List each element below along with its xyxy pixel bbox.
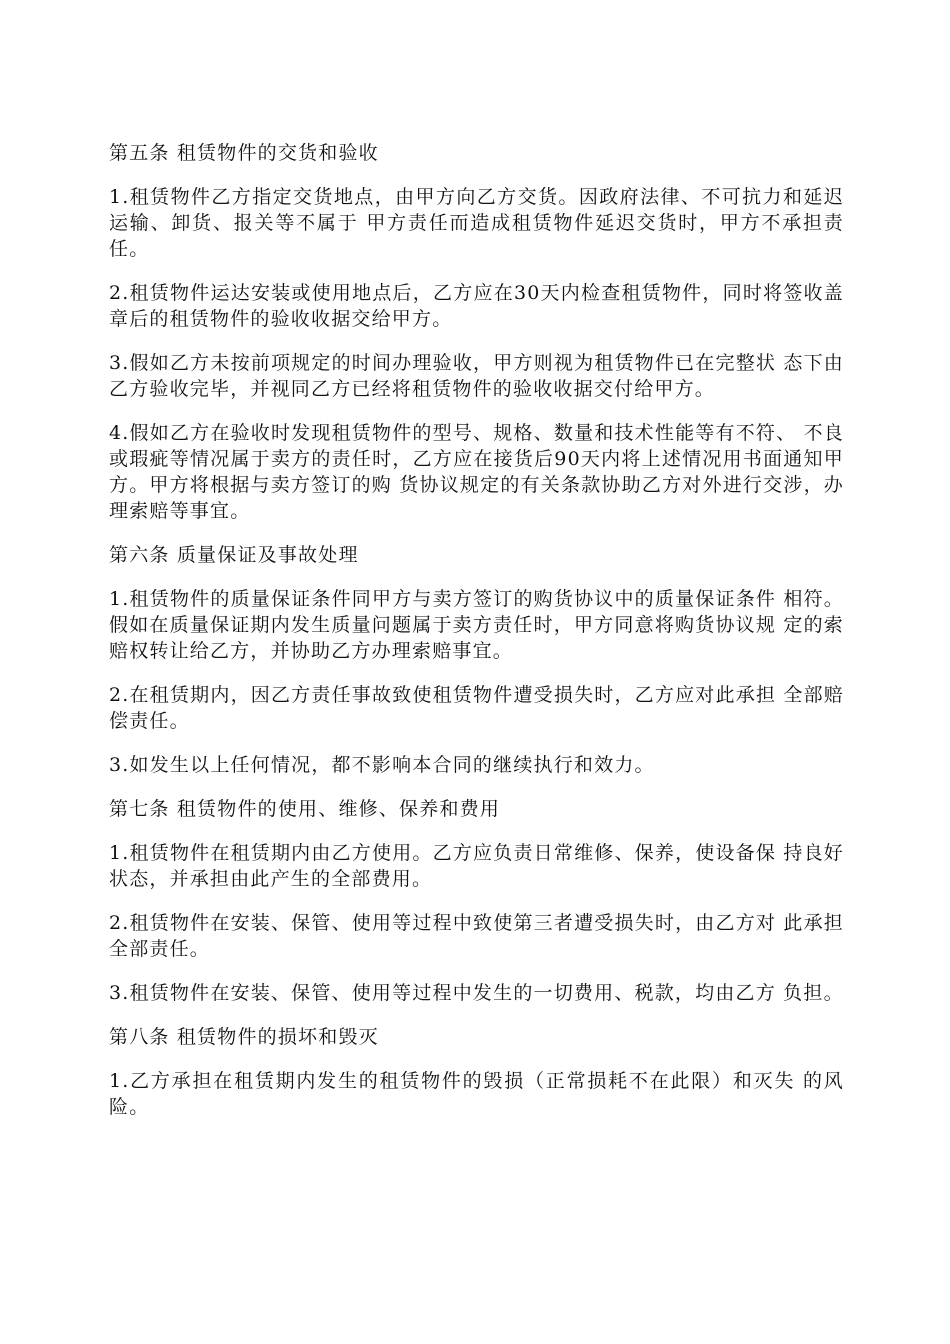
paragraph: 2.租赁物件在安装、保管、使用等过程中致使第三者遭受损失时，由乙方对 此承担全部责任。	[109, 912, 844, 960]
paragraph: 3.假如乙方未按前项规定的时间办理验收，甲方则视为租赁物件已在完整状 态下由乙方验收完毕，并视同乙方已经将租赁物件的验收收据交付给甲方。	[109, 352, 844, 400]
paragraph: 1.租赁物件的质量保证条件同甲方与卖方签订的购货协议中的质量保证条件 相符。假如在质量保证期内发生质量问题属于卖方责任时，甲方同意将购货协议规 定的索赔权转让给乙方，并协助乙方办理索赔事宜。	[109, 588, 844, 662]
paragraph: 4.假如乙方在验收时发现租赁物件的型号、规格、数量和技术性能等有不符、 不良或瑕疵等情况属于卖方的责任时，乙方应在接货后90天内将上述情况用书面通知甲方。甲方将根据与卖方签订的购 货协议规定的有关条款协助乙方对外进行交涉，办理索赔等事宜。	[109, 422, 844, 522]
paragraph: 3.如发生以上任何情况，都不影响本合同的继续执行和效力。	[109, 754, 655, 776]
paragraph: 1.租赁物件乙方指定交货地点，由甲方向乙方交货。因政府法律、不可抗力和延迟运输、卸货、报关等不属于 甲方责任而造成租赁物件延迟交货时，甲方不承担责任。	[109, 186, 844, 260]
section-heading: 第八条 租赁物件的损坏和毁灭	[109, 1026, 379, 1048]
paragraph: 2.在租赁期内，因乙方责任事故致使租赁物件遭受损失时，乙方应对此承担 全部赔偿责任。	[109, 684, 844, 732]
paragraph: 1.租赁物件在租赁期内由乙方使用。乙方应负责日常维修、保养，使设备保 持良好状态，并承担由此产生的全部费用。	[109, 842, 844, 890]
document-page	[109, 140, 844, 1138]
section-heading: 第六条 质量保证及事故处理	[109, 544, 359, 566]
section-heading: 第五条 租赁物件的交货和验收	[109, 142, 379, 164]
paragraph: 3.租赁物件在安装、保管、使用等过程中发生的一切费用、税款，均由乙方 负担。	[109, 982, 844, 1004]
paragraph: 2.租赁物件运达安装或使用地点后，乙方应在30天内检查租赁物件，同时将签收盖章后的租赁物件的验收收据交给甲方。	[109, 282, 844, 330]
paragraph: 1.乙方承担在租赁期内发生的租赁物件的毁损（正常损耗不在此限）和灭失 的风险。	[109, 1070, 844, 1118]
section-heading: 第七条 租赁物件的使用、维修、保养和费用	[109, 798, 501, 820]
